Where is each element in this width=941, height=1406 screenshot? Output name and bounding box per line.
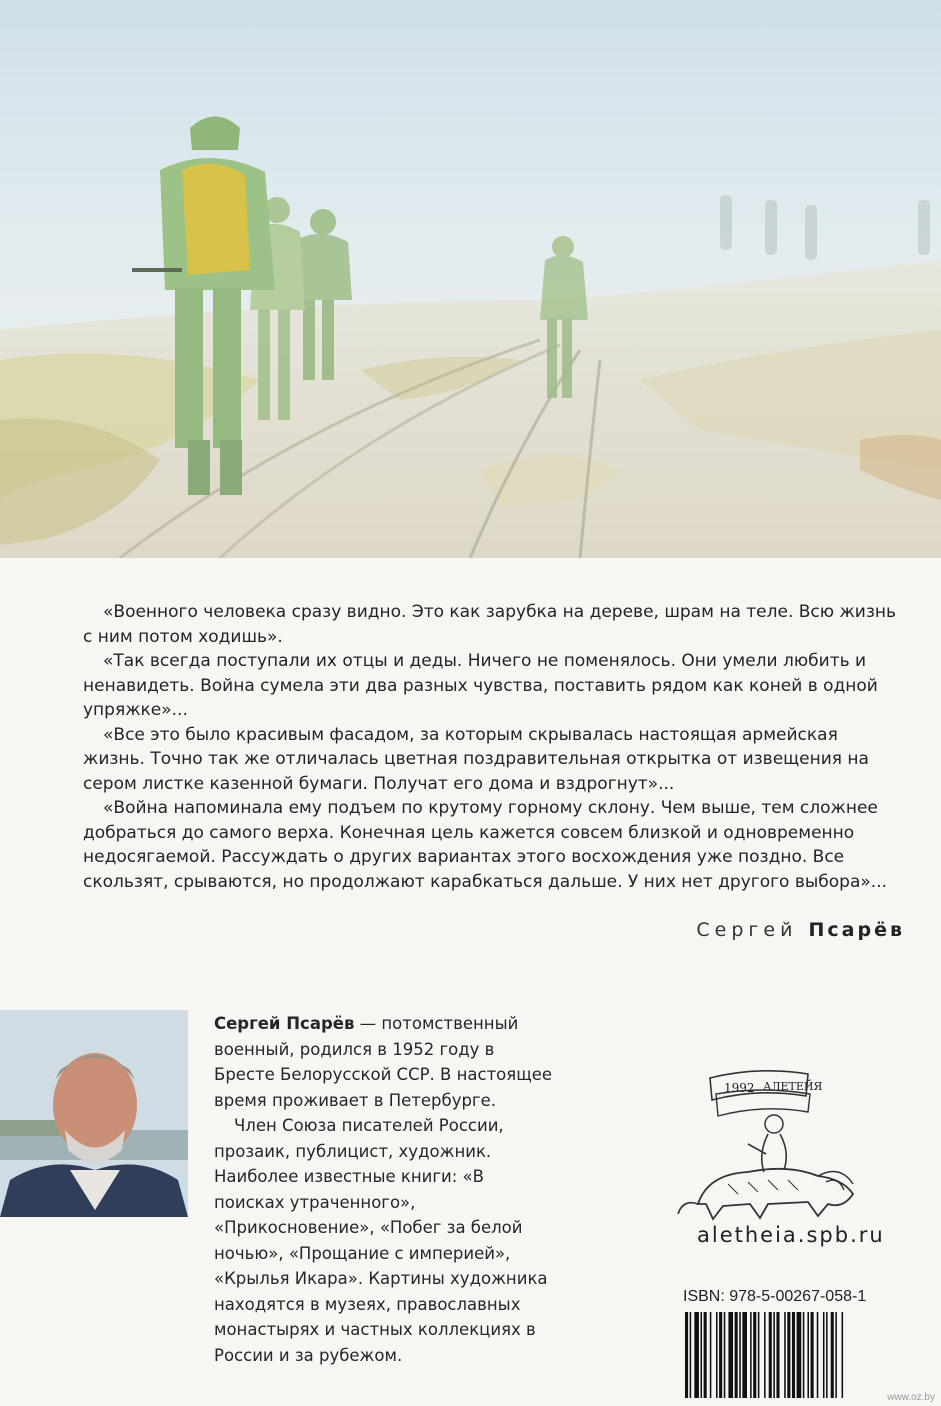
back-cover-quotes [83, 600, 903, 894]
logo-banner-name: АЛЕТЕЙЯ [763, 1080, 823, 1093]
bio-author-name: Сергей Псарёв [214, 1014, 355, 1033]
signature-first-name: Сергей [696, 919, 798, 941]
author-signature [696, 919, 905, 941]
quote-4: «Война напоминала ему подъем по крутому горному склону. Чем выше, тем сложнее добраться до самого верха. Конечная цель кажется совсем близкой и одновременно недосягаемой. Рассуждать о других вариантах этого восхождения уже поздно. Все скользят, срываются, но продолжают карабкаться дальше. У них нет другого выбора»... [83, 798, 887, 892]
isbn-number: ISBN: 978-5-00267-058-1 [683, 1288, 867, 1305]
watermark: www.oz.by [887, 1392, 935, 1403]
isbn-barcode [683, 1312, 903, 1398]
publisher-website-link[interactable]: aletheia.spb.ru [697, 1223, 885, 1247]
logo-year: 1992 [724, 1081, 755, 1095]
author-photo [0, 1010, 188, 1217]
cover-illustration [0, 0, 941, 558]
publisher-logo [668, 1064, 878, 1224]
quote-3: «Все это было красивым фасадом, за которым скрывалась настоящая армейская жизнь. Точно так же отличалась цветная поздравительная открытка от извещения на сером листке казенной бумаги. Получат его дома и вздрогнут»... [83, 724, 869, 794]
signature-last-name: Псарёв [808, 919, 905, 941]
bio-paragraph-2: Член Союза писателей России, прозаик, публицист, художник. Наиболее известные книги: «В поисках утраченного», «Прикосновение», «Побег за белой ночью», «Прощание с империей», «Крылья Икара». Картины художника находятся в музеях, православных монастырях и частных коллекциях в России и за рубежом. [214, 1116, 548, 1365]
bio-paragraph-1 [214, 1011, 559, 1113]
author-biography [214, 1011, 559, 1368]
bio-text-1: — потомственный военный, родился в 1952 году в Бресте Белорусской ССР. В настоящее время проживает в Петербурге. [214, 1014, 553, 1110]
quote-2: «Так всегда поступали их отцы и деды. Ничего не поменялось. Они умели любить и ненавидеть. Война сумела эти два разных чувства, поставить рядом как коней в одной упряжке»... [83, 651, 878, 720]
quote-1: «Военного человека сразу видно. Это как зарубка на дереве, шрам на теле. Всю жизнь с ним потом ходишь». [83, 602, 897, 647]
